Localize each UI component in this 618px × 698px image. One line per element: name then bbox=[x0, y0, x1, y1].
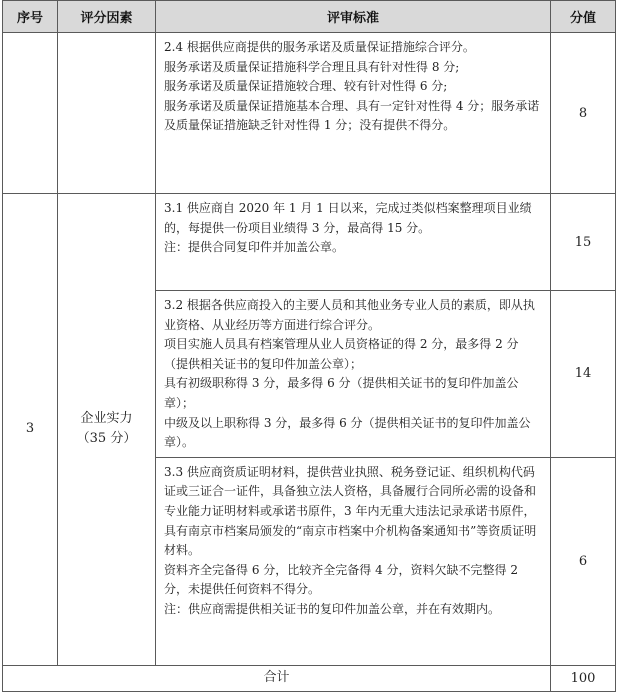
factor-cell-3 bbox=[58, 194, 156, 666]
header-criteria: 评审标准 bbox=[156, 1, 551, 33]
header-row bbox=[3, 1, 616, 33]
criteria-line: 服务承诺及质量保证措施基本合理、具有一定针对性得 4 分；服务承诺及质量保证措施缺乏针对性得 1 分；没有提供不得分。 bbox=[164, 98, 540, 133]
criteria-line: 3.3 供应商资质证明材料，提供营业执照、税务登记证、组织机构代码证或三证合一证件，具备独立法人资格，具备履行合同所必需的设备和专业能力证明材料或承诺书原件，3 年内无重大违法记录承诺书原件，具有南京市档案局颁发的“南京市档案中介机构备案通知书”等资质证明材料。 bbox=[164, 464, 537, 558]
score-cell-3-1: 15 bbox=[551, 194, 616, 291]
total-score: 100 bbox=[551, 665, 616, 691]
criteria-line: 中级及以上职称得 3 分，最多得 6 分（提供相关证书的复印件加盖公章）。 bbox=[164, 415, 531, 450]
criteria-line: 2.4 根据供应商提供的服务承诺及质量保证措施综合评分。 bbox=[164, 40, 475, 54]
factor-points: （35 分） bbox=[76, 431, 137, 447]
header-factor: 评分因素 bbox=[58, 1, 156, 33]
index-cell-3: 3 bbox=[3, 194, 58, 666]
criteria-cell-3-3 bbox=[156, 457, 551, 665]
factor-cell-empty bbox=[58, 33, 156, 194]
criteria-line: 项目实施人员具有档案管理从业人员资格证的得 2 分，最多得 2 分（提供相关证书的复印件加盖公章）； bbox=[164, 337, 519, 371]
criteria-line: 注：供应商需提供相关证书的复印件加盖公章，并在有效期内。 bbox=[164, 601, 501, 616]
total-row bbox=[3, 665, 616, 691]
criteria-line: 3.2 根据各供应商投入的主要人员和其他业务专业人员的素质，即从执业资格、从业经历等方面进行综合评分。 bbox=[164, 298, 535, 332]
criteria-line: 服务承诺及质量保证措施科学合理且具有针对性得 8 分; bbox=[164, 59, 460, 74]
criteria-line: 具有初级职称得 3 分，最多得 6 分（提供相关证书的复印件加盖公章）； bbox=[164, 376, 519, 410]
score-cell-2-4: 8 bbox=[551, 33, 616, 194]
criteria-line: 注：提供合同复印件并加盖公章。 bbox=[164, 240, 345, 255]
criteria-line: 3.1 供应商自 2020 年 1 月 1 日以来，完成过类似档案整理项目业绩的，每提供一份项目业绩得 3 分，最高得 15 分。 bbox=[164, 201, 532, 235]
table-row bbox=[3, 33, 616, 194]
table-row bbox=[3, 194, 616, 291]
score-cell-3-3: 6 bbox=[551, 457, 616, 665]
header-index: 序号 bbox=[3, 1, 58, 33]
factor-name: 企业实力 bbox=[80, 411, 133, 427]
index-cell-empty bbox=[3, 33, 58, 194]
criteria-cell-3-2 bbox=[156, 291, 551, 458]
criteria-cell-2-4 bbox=[156, 33, 551, 194]
criteria-line: 服务承诺及质量保证措施较合理、较有针对性得 6 分; bbox=[164, 79, 448, 94]
score-cell-3-2: 14 bbox=[551, 291, 616, 458]
total-label: 合计 bbox=[3, 665, 551, 691]
criteria-cell-3-1 bbox=[156, 194, 551, 291]
scoring-table bbox=[2, 0, 616, 692]
criteria-line: 资料齐全完备得 6 分，比较齐全完备得 4 分，资料欠缺不完整得 2 分，未提供任何资料不得分。 bbox=[164, 562, 518, 597]
header-score: 分值 bbox=[551, 1, 616, 33]
